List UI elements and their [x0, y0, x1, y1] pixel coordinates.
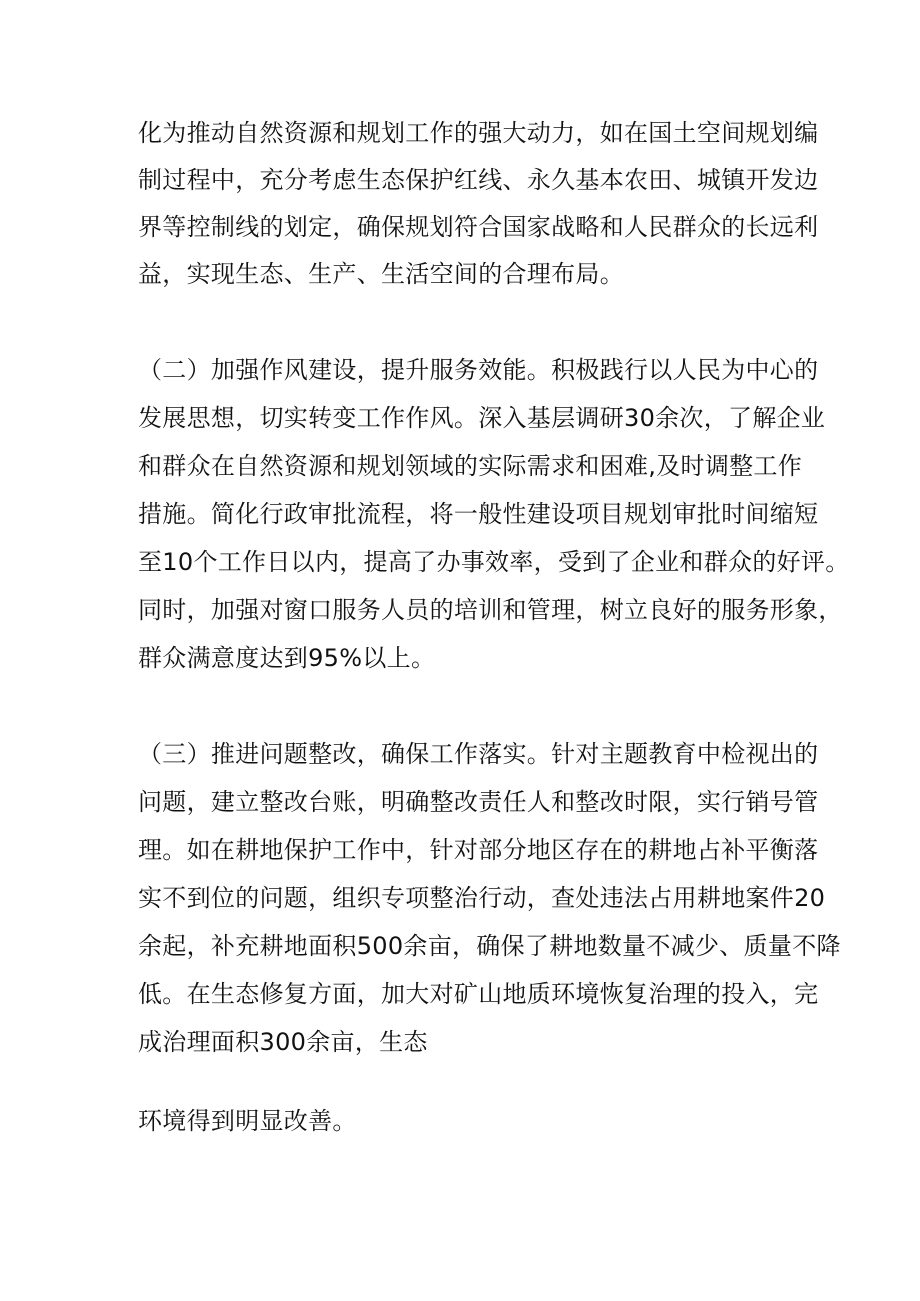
- paragraph-1-line-2: 制过程中，充分考虑生态保护红线、永久基本农田、城镇开发边: [138, 166, 819, 194]
- paragraph-3-line-6: 低。在生态修复方面，加大对矿山地质环境恢复治理的投入，完: [138, 980, 819, 1008]
- paragraph-1-line-3: 界等控制线的划定，确保规划符合国家战略和人民群众的长远利: [138, 213, 819, 241]
- paragraph-3-line-7: 成治理面积300余亩，生态: [138, 1028, 428, 1056]
- paragraph-2-line-2: 发展思想，切实转变工作作风。深入基层调研30余次，了解企业: [138, 404, 826, 432]
- paragraph-2-line-5: 至10个工作日以内，提高了办事效率，受到了企业和群众的好评。: [138, 548, 850, 576]
- paragraph-3-line-1: （三）推进问题整改，确保工作落实。针对主题教育中检视出的: [138, 740, 819, 768]
- paragraph-2-line-1: （二）加强作风建设，提升服务效能。积极践行以人民为中心的: [138, 356, 819, 384]
- paragraph-4-line-1: 环境得到明显改善。: [138, 1107, 357, 1135]
- paragraph-3-line-2: 问题，建立整改台账，明确整改责任人和整改时限，实行销号管: [138, 788, 819, 816]
- paragraph-2-line-4: 措施。简化行政审批流程，将一般性建设项目规划审批时间缩短: [138, 500, 819, 528]
- paragraph-1-line-4: 益，实现生态、生产、生活空间的合理布局。: [138, 260, 624, 288]
- paragraph-2-line-6: 同时，加强对窗口服务人员的培训和管理，树立良好的服务形象，: [138, 596, 843, 624]
- paragraph-3-line-4: 实不到位的问题，组织专项整治行动，查处违法占用耕地案件20: [138, 884, 826, 912]
- paragraph-3-line-3: 理。如在耕地保护工作中，针对部分地区存在的耕地占补平衡落: [138, 836, 819, 864]
- paragraph-2-line-3: 和群众在自然资源和规划领域的实际需求和困难,及时调整工作: [138, 452, 803, 480]
- paragraph-1-line-1: 化为推动自然资源和规划工作的强大动力，如在国土空间规划编: [138, 119, 819, 147]
- paragraph-2-line-7: 群众满意度达到95%以上。: [138, 644, 436, 672]
- paragraph-3-line-5: 余起，补充耕地面积500余亩，确保了耕地数量不减少、质量不降: [138, 932, 841, 960]
